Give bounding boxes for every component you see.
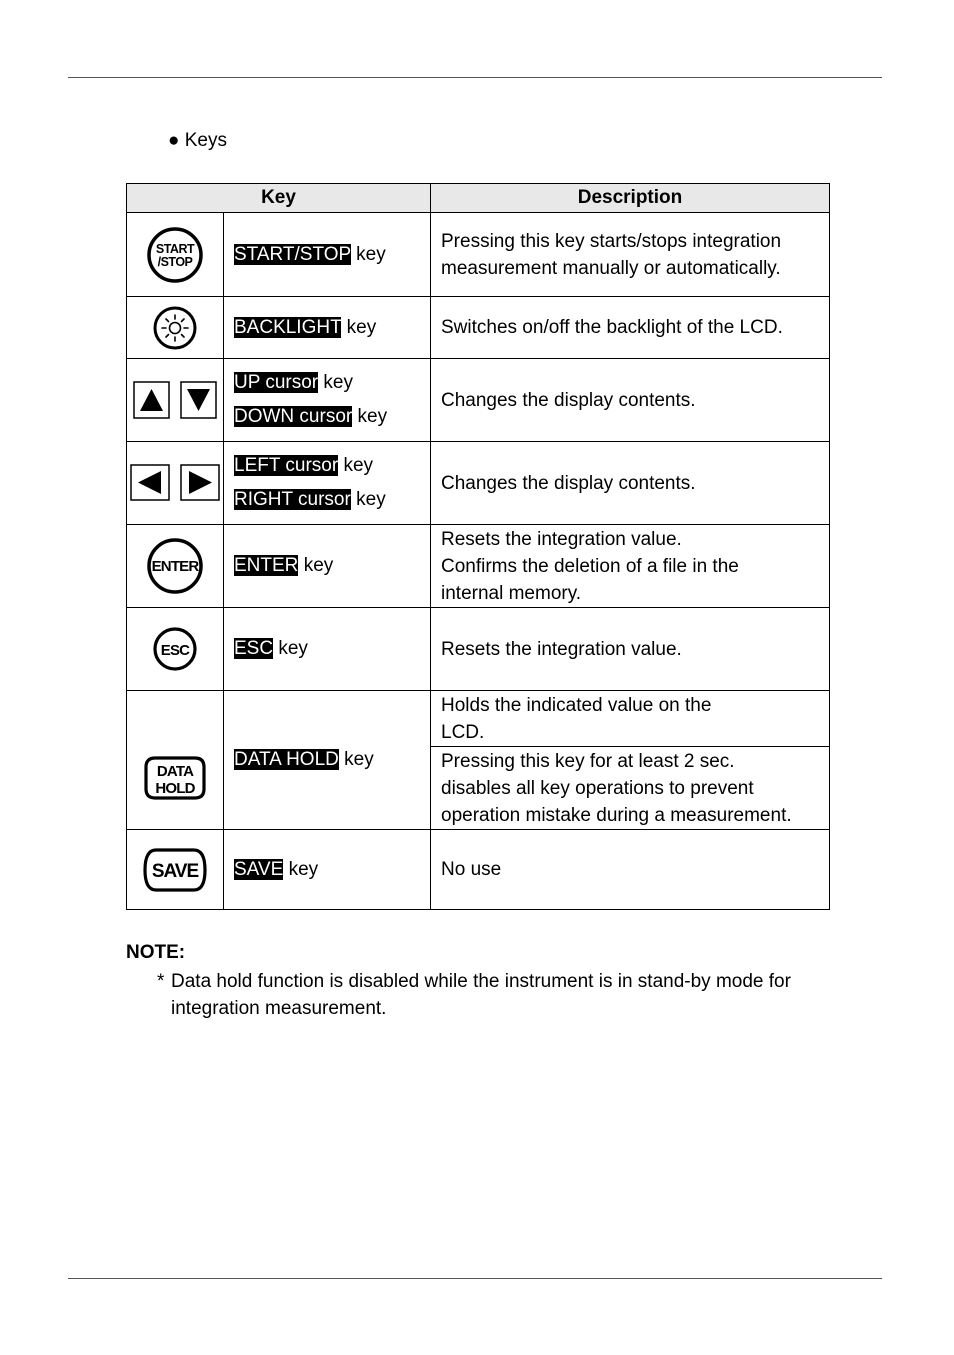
key-label-left-cursor: LEFT cursor — [234, 455, 339, 476]
description-line: measurement manually or automatically. — [441, 257, 781, 279]
esc-icon — [127, 608, 224, 691]
key-word: key — [346, 316, 377, 338]
header-description: Description — [431, 184, 830, 213]
key-word: key — [323, 372, 353, 393]
table-header-row — [127, 184, 830, 213]
key-name-cell — [224, 608, 431, 691]
keys-table — [126, 183, 830, 910]
key-word: key — [278, 638, 308, 659]
footer-rule — [68, 1278, 882, 1279]
description-line: Changes the display contents. — [441, 472, 696, 494]
description-line: Confirms the deletion of a file in the — [441, 555, 739, 577]
description-cell — [431, 297, 830, 359]
description-cell — [431, 213, 830, 297]
key-label-backlight: BACKLIGHT — [234, 316, 342, 338]
key-word: key — [356, 489, 386, 510]
note-text: Data hold function is disabled while the instrument is in stand-by mode for integration measurement. — [171, 971, 791, 1019]
key-word: key — [356, 243, 386, 265]
description-line: Changes the display contents. — [441, 389, 696, 411]
header-rule — [68, 77, 882, 78]
key-label-down-cursor: DOWN cursor — [234, 406, 353, 427]
note-title: NOTE: — [126, 942, 186, 963]
key-label-enter: ENTER — [234, 555, 299, 576]
description-line: Resets the integration value. — [441, 638, 682, 660]
header-key: Key — [127, 184, 431, 213]
svg-text:/STOP: /STOP — [157, 254, 193, 269]
table-row — [127, 691, 830, 747]
svg-text:HOLD: HOLD — [155, 780, 195, 797]
table-row — [127, 359, 830, 442]
note-marker: * — [157, 971, 165, 992]
key-label-data-hold: DATA HOLD — [234, 749, 339, 770]
table-row — [127, 213, 830, 297]
table-row — [127, 830, 830, 910]
description-line: operation mistake during a measurement. — [441, 804, 792, 826]
description-cell — [431, 608, 830, 691]
key-label-start-stop: START/STOP — [234, 243, 351, 265]
description-line: Switches on/off the backlight of the LCD. — [441, 317, 783, 338]
table-row — [127, 525, 830, 608]
description-cell — [431, 747, 830, 830]
description-line: No use — [441, 859, 502, 880]
key-word: key — [288, 858, 319, 880]
key-name-cell — [224, 359, 431, 442]
table-row — [127, 297, 830, 359]
description-line: Holds the indicated value on the — [441, 694, 712, 716]
section-bullet: ● Keys — [168, 130, 227, 151]
key-name-cell — [224, 297, 431, 359]
key-label-save: SAVE — [234, 858, 284, 880]
key-name-cell — [224, 691, 431, 830]
description-cell — [431, 359, 830, 442]
description-line: Resets the integration value. — [441, 528, 682, 550]
svg-text:ESC: ESC — [160, 642, 190, 659]
description-line: LCD. — [441, 721, 485, 743]
key-label-up-cursor: UP cursor — [234, 372, 319, 393]
save-icon — [127, 830, 224, 910]
description-line: Pressing this key starts/stops integration — [441, 230, 782, 252]
description-line: internal memory. — [441, 582, 582, 604]
description-cell — [431, 830, 830, 910]
left-right-cursor-icon — [127, 442, 224, 525]
note-body — [157, 968, 857, 1022]
description-cell — [431, 442, 830, 525]
key-word: key — [303, 555, 334, 576]
key-name-cell — [224, 442, 431, 525]
key-word: key — [343, 455, 374, 476]
svg-text:ENTER: ENTER — [151, 558, 199, 575]
key-name-cell — [224, 830, 431, 910]
description-line: Pressing this key for at least 2 sec. — [441, 750, 735, 772]
start-stop-icon — [127, 213, 224, 297]
svg-text:START: START — [155, 241, 195, 256]
key-word: key — [357, 406, 388, 427]
backlight-icon — [127, 297, 224, 359]
enter-icon — [127, 525, 224, 608]
key-label-right-cursor: RIGHT cursor — [234, 489, 351, 510]
description-cell — [431, 691, 830, 747]
svg-text:DATA: DATA — [156, 763, 194, 780]
key-label-esc: ESC — [234, 638, 274, 659]
up-down-cursor-icon — [127, 359, 224, 442]
table-row — [127, 608, 830, 691]
table-row — [127, 442, 830, 525]
key-name-cell — [224, 525, 431, 608]
svg-text:SAVE: SAVE — [151, 860, 199, 882]
description-line: disables all key operations to prevent — [441, 777, 754, 799]
key-name-cell — [224, 213, 431, 297]
key-word: key — [344, 749, 374, 770]
data-hold-icon — [127, 691, 224, 830]
description-cell — [431, 525, 830, 608]
